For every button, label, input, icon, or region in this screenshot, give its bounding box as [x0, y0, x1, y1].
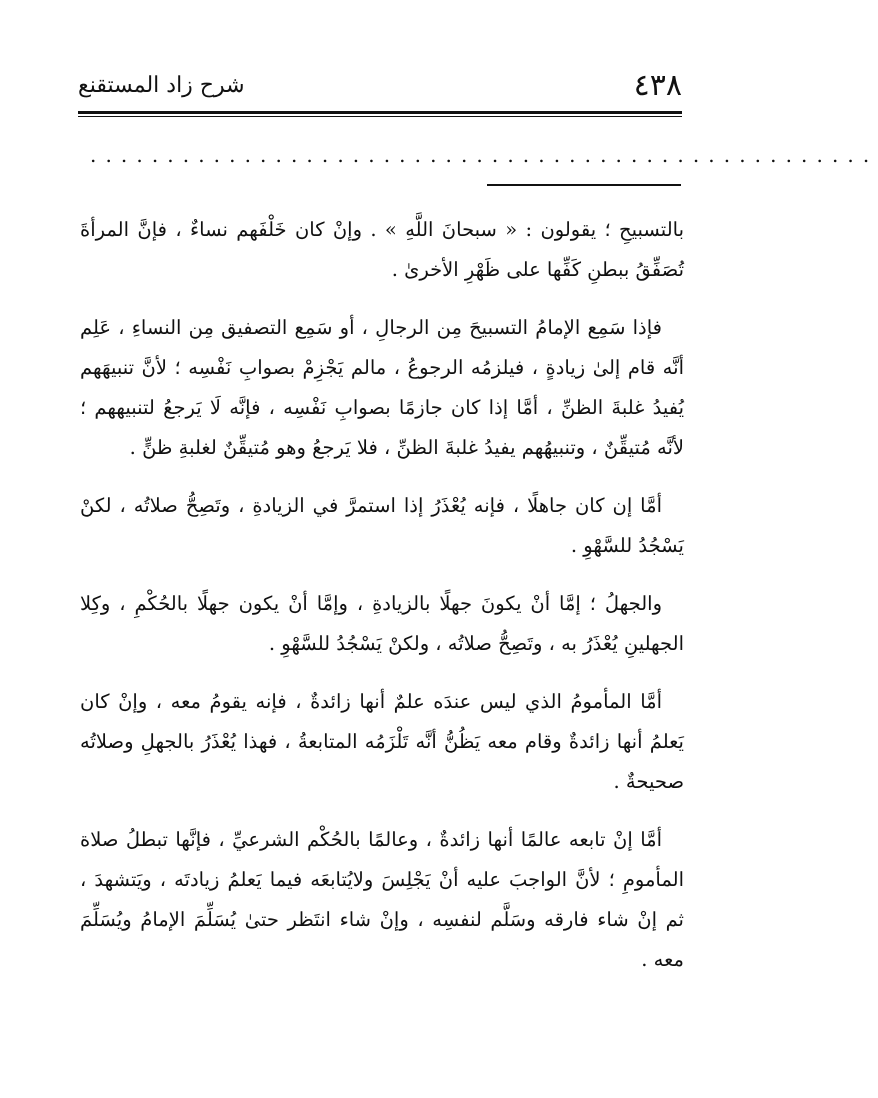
paragraph: والجهلُ ؛ إمَّا أنْ يكونَ جهلًا بالزيادةِ ، وإمَّا أنْ يكون جهلًا بالحُكْمِ ، وكِلا الجهلينِ يُعْذَرُ به ، وتَصِحُّ صلاتُه ، ولكنْ يَسْجُدُ للسَّهْوِ . — [80, 592, 684, 655]
page-number: ٤٣٨ — [633, 68, 682, 103]
header-rule-thin — [78, 116, 682, 117]
paragraph: أمَّا إنْ تابعه عالمًا أنها زائدةٌ ، وعالمًا بالحُكْم الشرعيِّ ، فإنَّها تبطلُ صلاة المأمومِ ؛ لأنَّ الواجبَ عليه أنْ يَجْلِسَ ولايُتابعَه فيما يَعلمُ زيادتَه ، ويَتشهدَ ، ثم إنْ شاء فارقه وسَلَّم لنفسِه ، وإنْ شاء انتَظر حتىٰ يُسَلِّمَ الإمامُ ويُسَلِّمَ معه . — [80, 828, 684, 971]
body-text — [80, 210, 684, 998]
paragraph: بالتسبيحِ ؛ يقولون : « سبحانَ اللَّهِ » . وإنْ كان خَلْفَهم نساءٌ ، فإنَّ المرأةَ تُصَفِّقُ ببطنِ كَفِّها على ظَهْرِ الأخرىٰ . — [80, 218, 684, 281]
paragraph: أمَّا المأمومُ الذي ليس عندَه علمٌ أنها زائدةٌ ، فإنه يقومُ معه ، وإنْ كان يَعلمُ أنها زائدةٌ وقام معه يَظُنُّ أنَّه تَلْزَمُه المتابعةُ ، فهذا يُعْذَرُ بالجهلِ وصلاتُه صحيحةٌ . — [80, 690, 684, 793]
page-header — [78, 66, 682, 110]
header-rule-thick — [78, 111, 682, 114]
running-title: شرح زاد المستقنع — [78, 73, 245, 98]
paragraph: أمَّا إن كان جاهلًا ، فإنه يُعْذَرُ إذا استمرَّ في الزيادةِ ، وتَصِحُّ صلاتُه ، لكنْ يَسْجُدُ للسَّهْوِ . — [80, 494, 684, 557]
footnote-style-rule — [487, 184, 681, 186]
paragraph: فإذا سَمِع الإمامُ التسبيحَ مِن الرجالِ ، أو سَمِع التصفيق مِن النساءِ ، عَلِم أنَّه قام إلىٰ زيادةٍ ، فيلزمُه الرجوعُ ، مالم يَجْزِمْ بصوابِ نَفْسِه ؛ لأنَّ تنبيهَهم يُفيدُ غلبةَ الظنِّ ، أمَّا إذا كان جازمًا بصوابِ نَفْسِه ، فإنَّه لَا يَرجعُ لتنبيههم ؛ لأنَّه مُتيقِّنٌ ، وتنبيهُهم يفيدُ غلبةَ الظنِّ ، فلا يَرجعُ وهو مُتيقِّنٌ لغلبةِ ظنٍّ . — [80, 316, 684, 459]
dotted-separator: ................................................... — [90, 143, 878, 167]
